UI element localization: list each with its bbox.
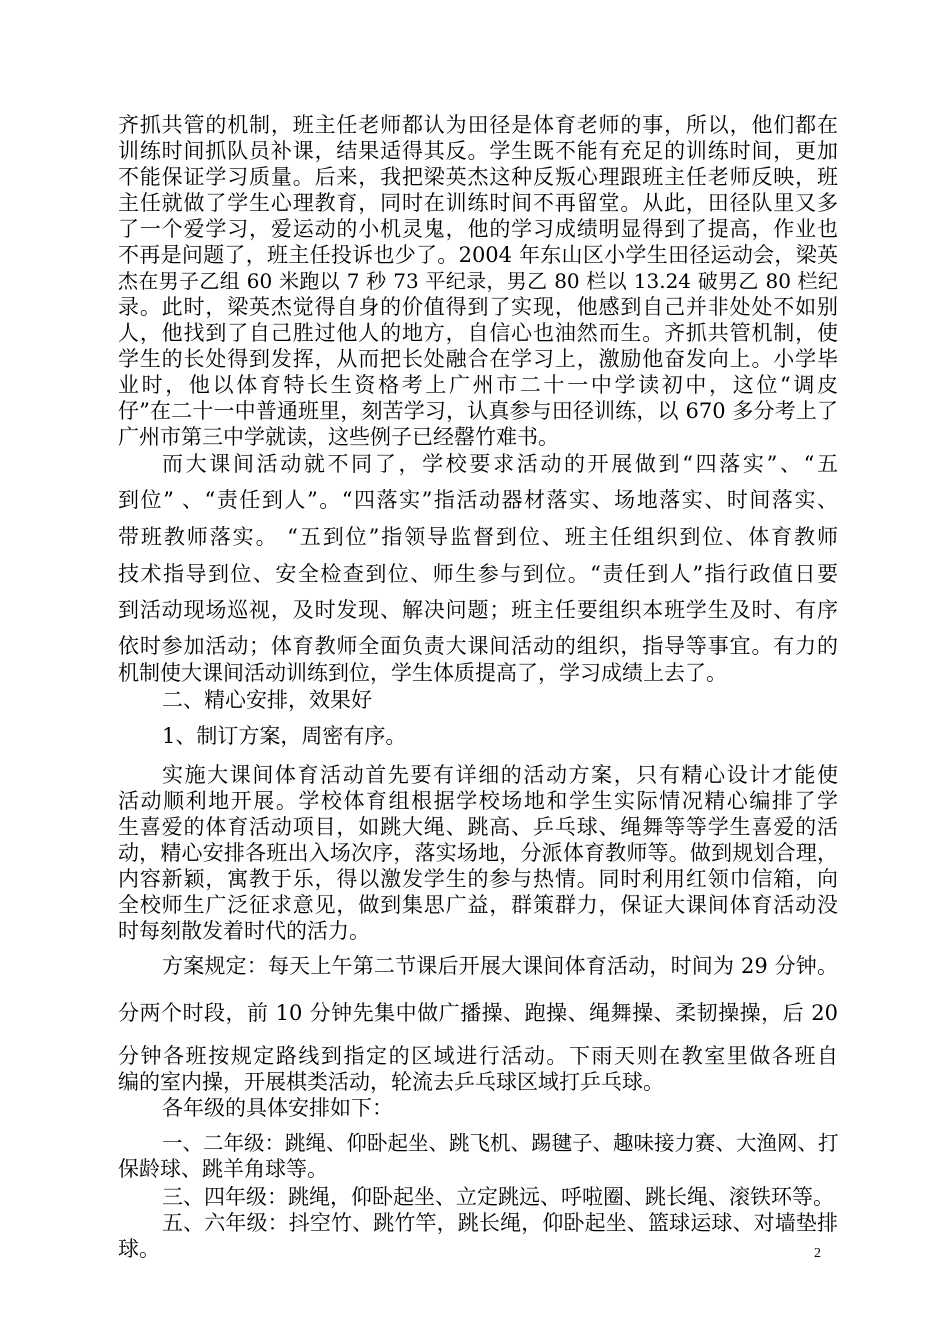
paragraph-line: 保龄球、跳羊角球等。 [118,1157,328,1181]
paragraph-line: 分两个时段，前 10 分钟先集中做广播操、跑操、绳舞操、柔韧操操，后 20 [118,1001,838,1025]
section-heading: 二、精心安排，效果好 [162,688,372,712]
page-number: 2 [814,1246,821,1261]
paragraph-line: 五、六年级：抖空竹、跳竹竿，跳长绳，仰卧起坐、篮球运球、对墙垫排 [162,1211,838,1235]
paragraph-line: 齐抓共管的机制，班主任老师都认为田径是体育老师的事，所以，他们都在 [118,113,838,137]
paragraph-line: 动，精心安排各班出入场次序，落实场地，分派体育教师等。做到规划合理， [118,841,838,865]
paragraph-line: 到活动现场巡视，及时发现、解决问题；班主任要组织本班学生及时、有序 [118,598,838,622]
paragraph-line: 不再是问题了，班主任投诉也少了。2004 年东山区小学生田径运动会，梁英 [118,243,838,267]
paragraph-line: 带班教师落实。 “五到位”指领导监督到位、班主任组织到位、体育教师 [118,525,838,549]
paragraph-line: 分钟各班按规定路线到指定的区域进行活动。下雨天则在教室里做各班自 [118,1044,838,1068]
paragraph-line: 球。 [118,1237,160,1261]
paragraph-line: 广州市第三中学就读，这些例子已经罄竹难书。 [118,425,559,449]
paragraph-line: 训练时间抓队员补课，结果适得其反。学生既不能有充足的训练时间，更加 [118,139,838,163]
paragraph-line: 仔”在二十一中普通班里，刻苦学习，认真参与田径训练，以 670 多分考上了 [118,399,838,423]
paragraph-line: 编的室内操，开展棋类活动，轮流去乒乓球区域打乒乓球。 [118,1070,664,1094]
subsection-heading: 1、制订方案，周密有序。 [162,724,407,748]
paragraph-line: 依时参加活动；体育教师全面负责大课间活动的组织，指导等事宜。有力的 [118,634,838,658]
paragraph-line: 业时，他以体育特长生资格考上广州市二十一中学读初中，这位“调皮 [118,373,838,397]
paragraph-line: 不能保证学习质量。后来，我把梁英杰这种反叛心理跟班主任老师反映，班 [118,165,838,189]
paragraph-line: 学生的长处得到发挥，从而把长处融合在学习上，激励他奋发向上。小学毕 [118,347,838,371]
paragraph-line: 一、二年级：跳绳、仰卧起坐、跳飞机、踢毽子、趣味接力赛、大渔网、打 [162,1131,839,1155]
paragraph-line: 而大课间活动就不同了，学校要求活动的开展做到“四落实”、“五 [162,452,838,476]
paragraph-line: 方案规定：每天上午第二节课后开展大课间体育活动，时间为 29 分钟。 [162,954,838,978]
paragraph-line: 内容新颖，寓教于乐，得以激发学生的参与热情。同时利用红领巾信箱，向 [118,867,838,891]
paragraph-line: 人，他找到了自己胜过他人的地方，自信心也油然而生。齐抓共管机制，使 [118,321,838,345]
paragraph-line: 了一个爱学习，爱运动的小机灵鬼，他的学习成绩明显得到了提高，作业也 [118,217,838,241]
paragraph-line: 主任就做了学生心理教育，同时在训练时间不再留堂。从此，田径队里又多 [118,191,838,215]
paragraph-line: 全校师生广泛征求意见，做到集思广益，群策群力，保证大课间体育活动没 [118,893,838,917]
paragraph-line: 到位” 、“责任到人”。“四落实”指活动器材落实、场地落实、时间落实、 [118,488,838,512]
paragraph-line: 活动顺利地开展。学校体育组根据学校场地和学生实际情况精心编排了学 [118,789,838,813]
paragraph-line: 机制使大课间活动训练到位，学生体质提高了，学习成绩上去了。 [118,661,727,685]
paragraph-line: 杰在男子乙组 60 米跑以 7 秒 73 平纪录，男乙 80 栏以 13.24 破男乙 80 栏纪 [118,269,838,293]
paragraph-line: 实施大课间体育活动首先要有详细的活动方案，只有精心设计才能使 [162,763,838,787]
paragraph-line: 录。此时，梁英杰觉得自身的价值得到了实现，他感到自己并非处处不如别 [118,295,838,319]
paragraph-line: 三、四年级：跳绳，仰卧起坐、立定跳远、呼啦圈、跳长绳、滚铁环等。 [162,1185,834,1209]
paragraph-line: 时每刻散发着时代的活力。 [118,919,370,943]
paragraph-line: 技术指导到位、安全检查到位、师生参与到位。“责任到人”指行政值日要 [118,562,838,586]
paragraph-line: 生喜爱的体育活动项目，如跳大绳、跳高、乒乓球、绳舞等等学生喜爱的活 [118,815,838,839]
paragraph-line: 各年级的具体安排如下： [162,1096,393,1120]
